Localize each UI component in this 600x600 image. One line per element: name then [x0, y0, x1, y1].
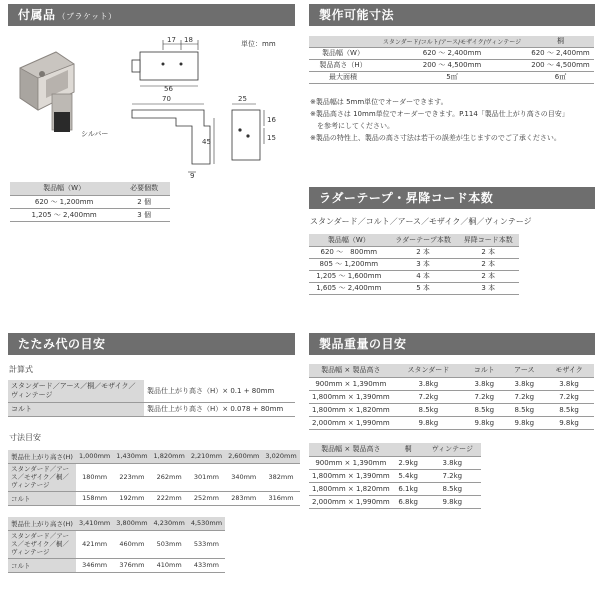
table-cell: 7.2kg — [424, 469, 481, 482]
table-cell: 1,605 〜 2,400mm — [309, 282, 389, 294]
table-cell: 3 個 — [118, 208, 170, 221]
table-cell: 382mm — [262, 463, 299, 491]
table-cell: 5.4kg — [393, 469, 424, 482]
table-header: 3,020mm — [262, 450, 299, 463]
table-cell: 8.5kg — [544, 403, 594, 416]
table-header: アース — [504, 364, 544, 377]
table-header: コルト — [464, 364, 504, 377]
note-line: を参考にしてください。 — [310, 122, 394, 130]
table-cell: 620 〜 1,200mm — [10, 195, 118, 208]
table-cell: 533mm — [188, 530, 225, 558]
table-cell: 7.2kg — [393, 390, 464, 403]
table-cell: 5 本 — [389, 282, 458, 294]
formula-value: 製品仕上がり高さ（H）× 0.078 + 80mm — [144, 402, 295, 416]
table-cell: 9.8kg — [393, 416, 464, 429]
note-line: ※製品幅は 5mm単位でオーダーできます。 — [310, 98, 448, 106]
table-cell: 6㎡ — [527, 71, 594, 83]
production-size-table — [309, 36, 594, 84]
table-cell: 346mm — [76, 558, 113, 572]
table-cell: 503mm — [151, 530, 188, 558]
row-label: コルト — [8, 558, 76, 572]
table-cell: 222mm — [151, 491, 188, 505]
section-title: 製品重量の目安 — [319, 337, 407, 351]
table-header: スタンダード — [393, 364, 464, 377]
table-header: 3,410mm — [76, 517, 113, 530]
bracket-end-view-drawing — [224, 92, 284, 172]
table-cell: 3.8kg — [464, 377, 504, 390]
dim-side-h: 45 — [202, 138, 211, 146]
table-cell: 8.5kg — [424, 482, 481, 495]
ladder-subtitle: スタンダード／コルト／アース／モザイク／桐／ヴィンテージ — [310, 217, 532, 226]
table-header: スタンダード/コルト/アース/モザイク/ヴィンテージ — [377, 36, 527, 47]
table-header: 4,530mm — [188, 517, 225, 530]
section-title: 製作可能寸法 — [319, 8, 395, 22]
dim-side-b: 9 — [190, 172, 195, 180]
table-header: 1,820mm — [151, 450, 188, 463]
table-cell: 2 本 — [389, 246, 458, 258]
table-cell: 316mm — [262, 491, 299, 505]
section-header-production — [309, 4, 595, 26]
table-cell: 2,000mm × 1,990mm — [309, 416, 393, 429]
dim-end-w: 25 — [238, 95, 247, 103]
table-header: モザイク — [544, 364, 594, 377]
table-header: 製品幅（W） — [309, 234, 389, 246]
note-line: ※製品の特性上、製品の高さ寸法は若干の誤差が生じますのでご了承ください。 — [310, 134, 561, 142]
table-cell: 3.8kg — [544, 377, 594, 390]
table-cell: 301mm — [188, 463, 225, 491]
table-header: 製品幅 × 製品高さ — [309, 364, 393, 377]
table-cell: 2 本 — [457, 258, 519, 270]
table-cell: 2 個 — [118, 195, 170, 208]
section-subtitle: （ブラケット） — [57, 12, 117, 21]
dim-end-a: 16 — [267, 116, 276, 124]
dim-top-w: 56 — [164, 85, 173, 92]
table-cell: 223mm — [113, 463, 150, 491]
row-label: スタンダード／アース／モザイク／桐／ヴィンテージ — [8, 463, 76, 491]
guide-title: 寸法目安 — [9, 433, 41, 442]
table-cell: 1,800mm × 1,390mm — [309, 390, 393, 403]
table-cell: 7.2kg — [464, 390, 504, 403]
color-label: シルバー — [81, 130, 109, 138]
dim-top-a: 17 — [167, 36, 176, 44]
bracket-top-view-drawing — [126, 30, 206, 92]
table-header: 2,600mm — [225, 450, 262, 463]
weight-table-1 — [309, 364, 594, 430]
table-cell: 3 本 — [457, 282, 519, 294]
table-header: 1,430mm — [113, 450, 150, 463]
table-cell: 6.8kg — [393, 495, 424, 508]
weight-table-2 — [309, 443, 481, 509]
table-header: 必要個数 — [118, 182, 170, 195]
table-cell: 1,800mm × 1,390mm — [309, 469, 393, 482]
table-cell: 4 本 — [389, 270, 458, 282]
bracket-photo — [12, 46, 92, 146]
table-cell: 8.5kg — [504, 403, 544, 416]
table-cell: 5㎡ — [377, 71, 527, 83]
table-cell: 9.8kg — [464, 416, 504, 429]
table-cell: 3 本 — [389, 258, 458, 270]
table-cell: 1,205 〜 2,400mm — [10, 208, 118, 221]
table-cell: 製品幅（W） — [309, 47, 377, 59]
table-cell: 433mm — [188, 558, 225, 572]
production-notes — [310, 96, 595, 144]
table-cell: 8.5kg — [393, 403, 464, 416]
bracket-count-table — [10, 182, 170, 222]
table-header: 2,210mm — [188, 450, 225, 463]
section-title: ラダーテープ・昇降コード本数 — [319, 191, 494, 205]
table-cell: 8.5kg — [464, 403, 504, 416]
table-header: ラダーテープ本数 — [389, 234, 458, 246]
table-cell: 最大面積 — [309, 71, 377, 83]
table-cell: 2,000mm × 1,990mm — [309, 495, 393, 508]
row-label: スタンダード／アース／モザイク／桐／ヴィンテージ — [8, 530, 76, 558]
row-label: コルト — [8, 491, 76, 505]
formula-label: スタンダード／アース／桐／モザイク／ヴィンテージ — [8, 380, 144, 402]
section-header-ladder — [309, 187, 595, 209]
table-cell: 9.8kg — [424, 495, 481, 508]
table-cell: 製品高さ（H） — [309, 59, 377, 71]
table-cell: 262mm — [151, 463, 188, 491]
table-cell: 9.8kg — [504, 416, 544, 429]
table-header: 桐 — [393, 443, 424, 456]
folding-table-1 — [8, 450, 300, 506]
table-cell: 6.1kg — [393, 482, 424, 495]
table-cell: 460mm — [113, 530, 150, 558]
table-header: 製品仕上がり高さ(H) — [8, 450, 76, 463]
table-cell: 252mm — [188, 491, 225, 505]
table-cell: 2 本 — [457, 246, 519, 258]
table-cell: 620 〜 800mm — [309, 246, 389, 258]
table-cell: 158mm — [76, 491, 113, 505]
table-cell: 192mm — [113, 491, 150, 505]
table-header: 桐 — [527, 36, 594, 47]
table-header: 3,800mm — [113, 517, 150, 530]
table-header: 製品幅 × 製品高さ — [309, 443, 393, 456]
table-cell: 410mm — [151, 558, 188, 572]
formula-table — [8, 380, 295, 417]
folding-table-2 — [8, 517, 225, 573]
table-cell: 620 〜 2,400mm — [527, 47, 594, 59]
table-cell: 283mm — [225, 491, 262, 505]
table-cell: 340mm — [225, 463, 262, 491]
table-cell: 180mm — [76, 463, 113, 491]
table-cell: 200 〜 4,500mm — [377, 59, 527, 71]
dim-end-b: 15 — [267, 134, 276, 142]
table-cell: 900mm × 1,390mm — [309, 456, 393, 469]
table-cell: 3.8kg — [393, 377, 464, 390]
table-cell: 2.9kg — [393, 456, 424, 469]
table-header: ヴィンテージ — [424, 443, 481, 456]
formula-label: コルト — [8, 402, 144, 416]
formula-value: 製品仕上がり高さ（H）× 0.1 + 80mm — [144, 380, 295, 402]
table-header: 製品仕上がり高さ(H) — [8, 517, 76, 530]
unit-label: 単位：mm — [241, 40, 276, 48]
table-header: 4,230mm — [151, 517, 188, 530]
table-header: 製品幅（W） — [10, 182, 118, 195]
formula-title: 計算式 — [9, 365, 33, 374]
ladder-table — [309, 234, 519, 295]
section-header-weight — [309, 333, 595, 355]
section-header-accessories — [8, 4, 295, 26]
table-cell: 7.2kg — [544, 390, 594, 403]
table-cell: 620 〜 2,400mm — [377, 47, 527, 59]
table-cell: 9.8kg — [544, 416, 594, 429]
table-cell: 7.2kg — [504, 390, 544, 403]
section-title: たたみ代の目安 — [18, 337, 106, 351]
table-header: 昇降コード本数 — [457, 234, 519, 246]
table-cell: 1,800mm × 1,820mm — [309, 403, 393, 416]
dim-side-w: 70 — [162, 95, 171, 103]
table-cell: 1,205 〜 1,600mm — [309, 270, 389, 282]
table-cell: 900mm × 1,390mm — [309, 377, 393, 390]
table-cell: 3.8kg — [424, 456, 481, 469]
table-header — [309, 36, 377, 47]
table-cell: 805 〜 1,200mm — [309, 258, 389, 270]
note-line: ※製品高さは 10mm単位でオーダーできます。P.114「製品仕上がり高さの目安」 — [310, 110, 569, 118]
section-header-folding — [8, 333, 295, 355]
section-title: 付属品 — [18, 8, 56, 22]
dim-top-b: 18 — [184, 36, 193, 44]
table-header: 1,000mm — [76, 450, 113, 463]
table-cell: 3.8kg — [504, 377, 544, 390]
table-cell: 1,800mm × 1,820mm — [309, 482, 393, 495]
table-cell: 421mm — [76, 530, 113, 558]
bracket-side-view-drawing — [126, 92, 221, 180]
table-cell: 2 本 — [457, 270, 519, 282]
table-cell: 376mm — [113, 558, 150, 572]
table-cell: 200 〜 4,500mm — [527, 59, 594, 71]
